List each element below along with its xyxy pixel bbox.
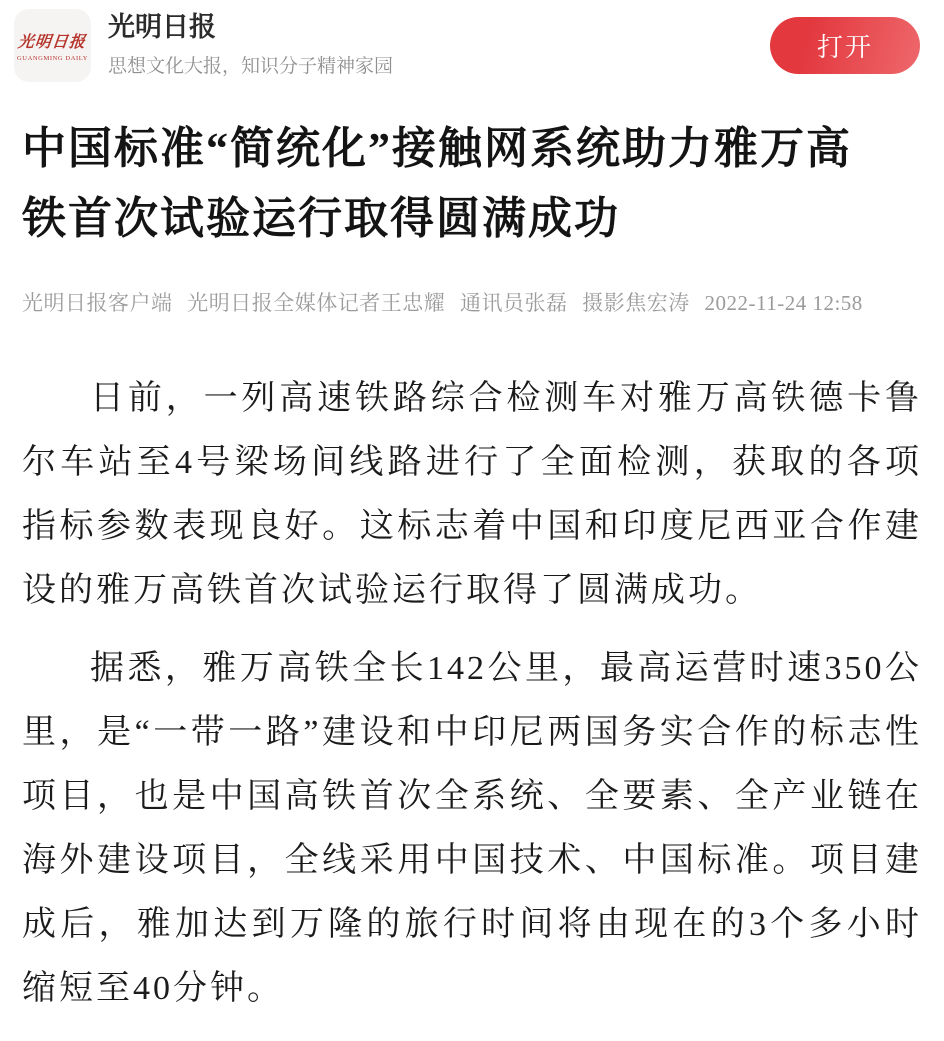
guangming-daily-logo	[14, 9, 91, 82]
article-page	[0, 114, 944, 1041]
byline-datetime: 2022-11-24 12:58	[704, 290, 863, 315]
byline-reporter: 光明日报全媒体记者王忠耀	[187, 290, 446, 315]
app-header	[0, 0, 944, 88]
open-app-button[interactable]: 打开	[770, 17, 920, 74]
logo-english-text: GUANGMING DAILY	[17, 54, 88, 62]
article-title	[22, 114, 922, 255]
byline-source: 光明日报客户端	[22, 290, 173, 315]
article-byline	[22, 287, 922, 317]
byline-photographer: 摄影焦宏涛	[582, 290, 690, 315]
article-title-line-1: 中国标准“简统化”接触网系统助力雅万高	[22, 124, 852, 173]
header-text-block	[108, 12, 770, 78]
paragraph-1: 日前，一列高速铁路综合检测车对雅万高铁德卡鲁尔车站至4号梁场间线路进行了全面检测，获取的各项指标参数表现良好。这标志着中国和印度尼西亚合作建设的雅万高铁首次试验运行取得了圆满成功。	[22, 379, 922, 609]
app-tagline: 思想文化大报，知识分子精神家园	[108, 56, 394, 78]
article-title-line-2: 铁首次试验运行取得圆满成功	[22, 194, 620, 244]
byline-correspondent: 通讯员张磊	[460, 290, 568, 315]
paragraph-2: 据悉，雅万高铁全长142公里，最高运营时速350公里，是“一带一路”建设和中印尼两国务实合作的标志性项目，也是中国高铁首次全系统、全要素、全产业链在海外建设项目，全线采用中国技术、中国标准。项目建成后，雅加达到万隆的旅行时间将由现在的3个多小时缩短至40分钟。	[22, 649, 922, 1007]
logo-calligraphy-text: 光明日报	[17, 33, 88, 51]
app-name: 光明日报	[108, 11, 216, 42]
article-body	[22, 367, 922, 1041]
